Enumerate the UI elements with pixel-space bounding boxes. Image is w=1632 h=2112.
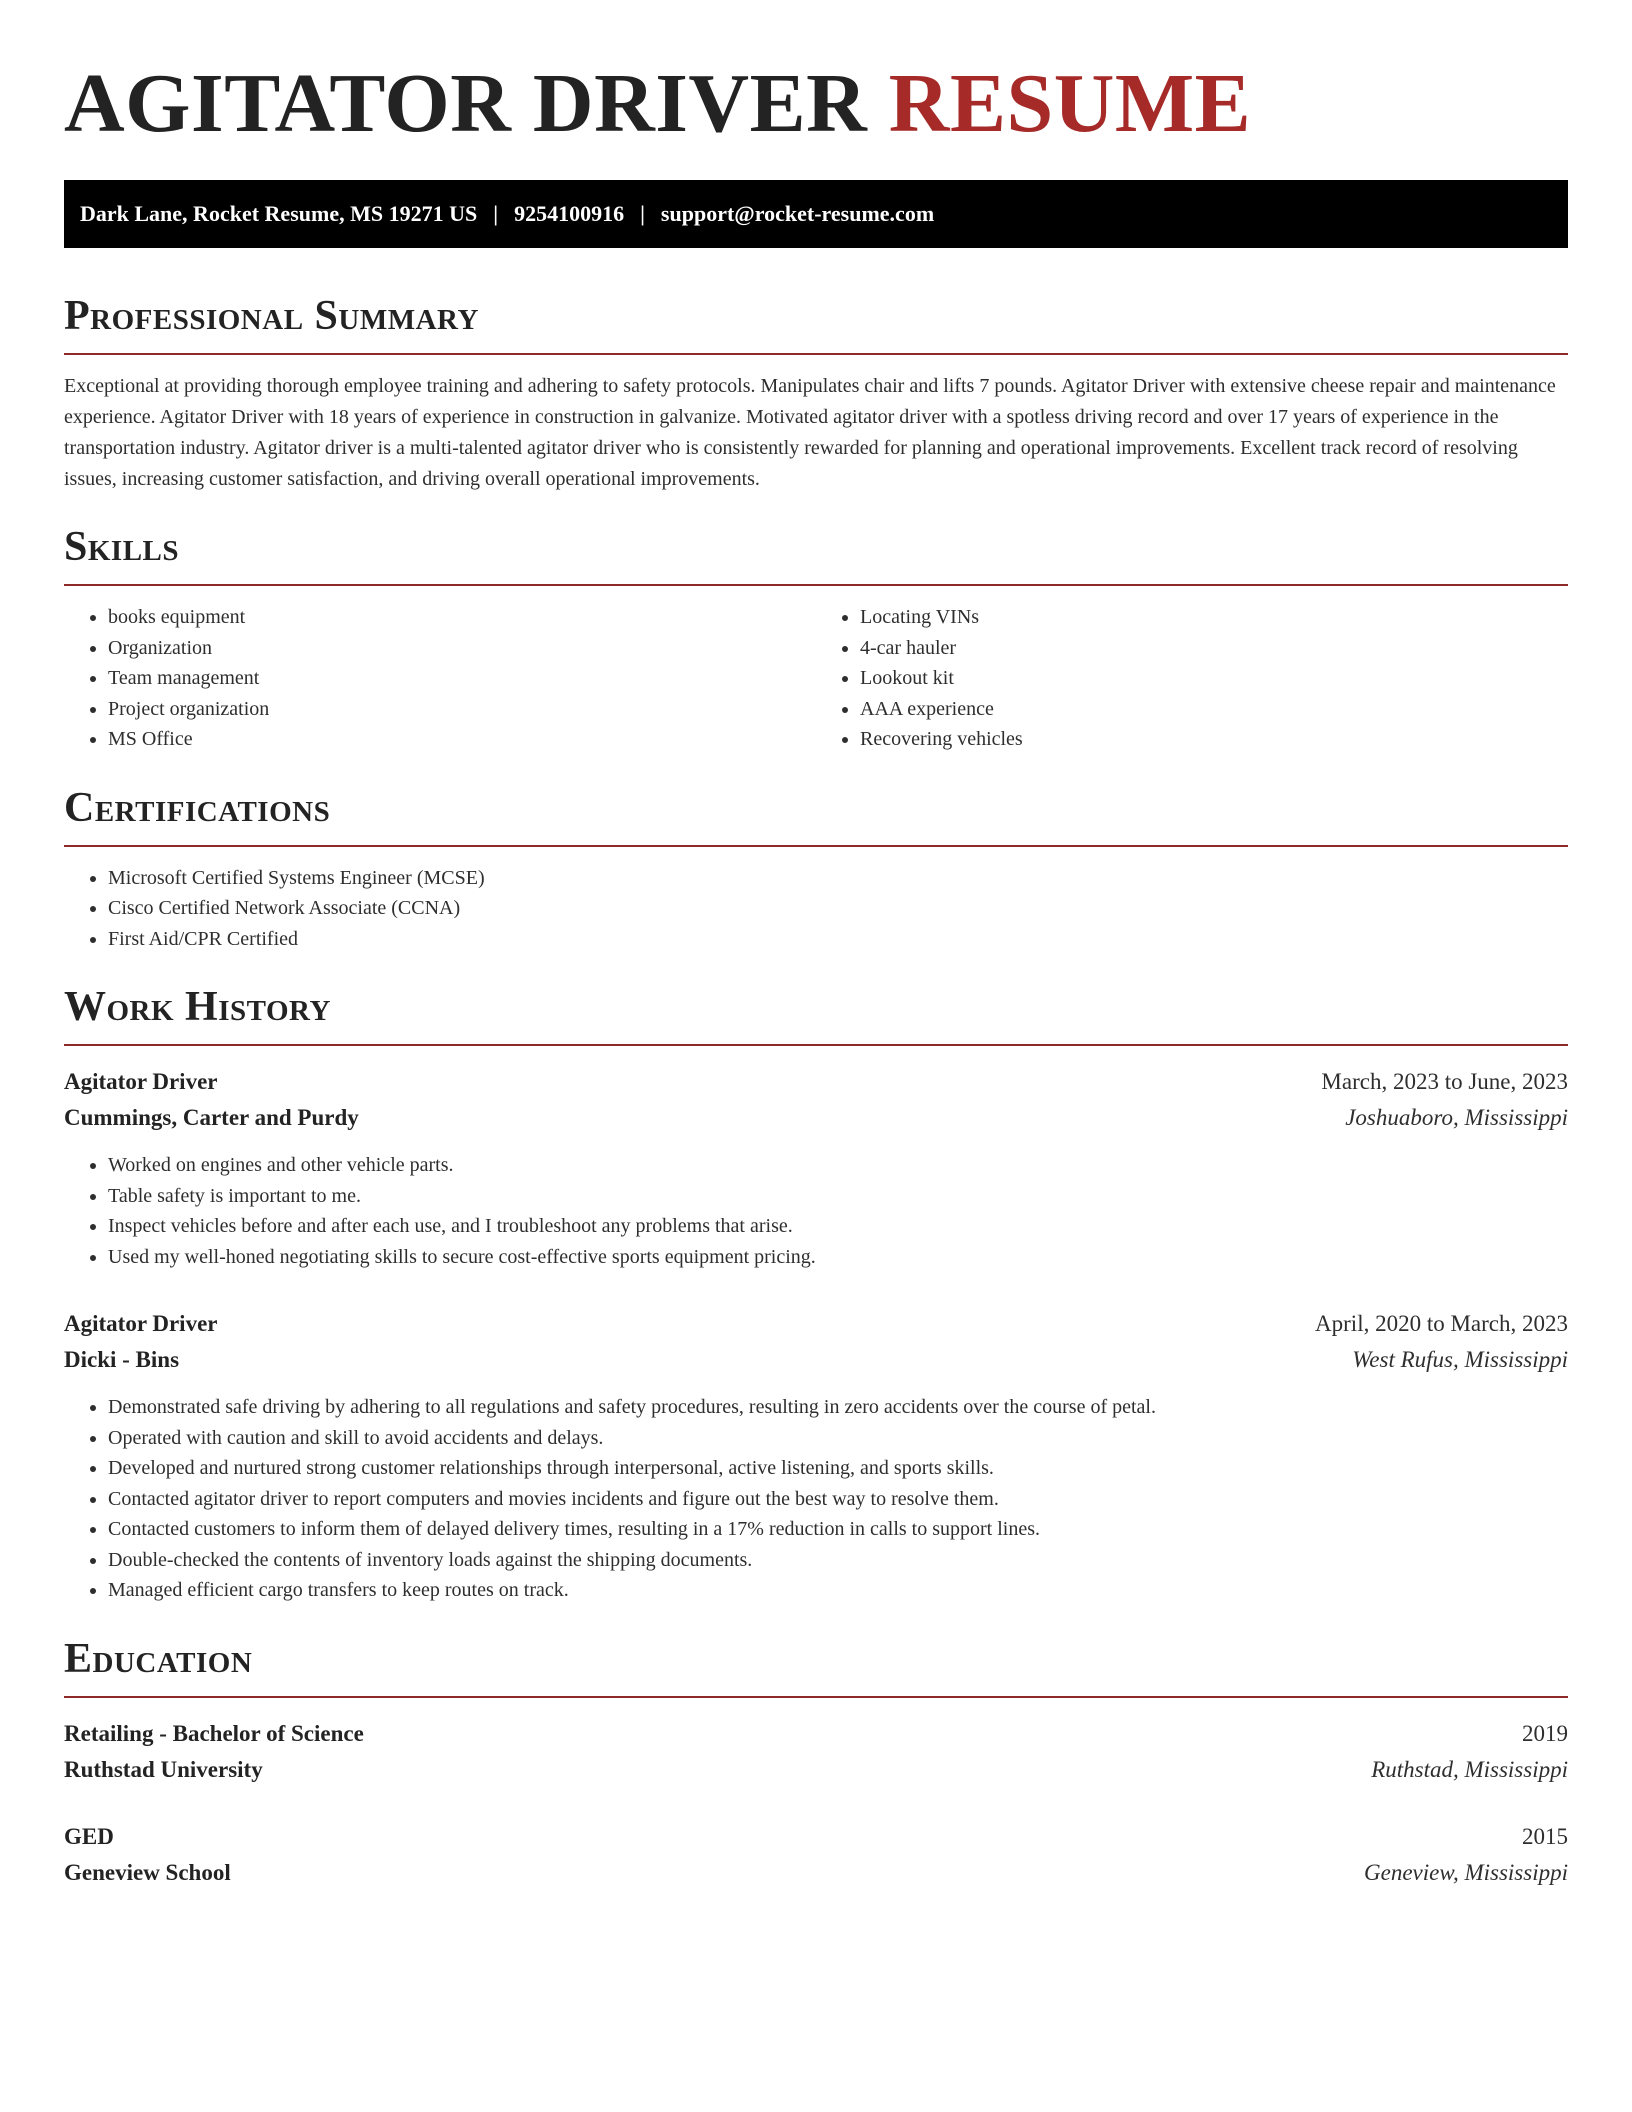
section-divider: [64, 1696, 1568, 1698]
contact-separator: |: [640, 201, 645, 226]
job-company: Cummings, Carter and Purdy: [64, 1105, 359, 1130]
section-heading-education: Education: [64, 1635, 253, 1682]
job-bullets: [64, 1150, 1568, 1272]
skill-item: • MS Office: [108, 724, 816, 755]
job-header-row: [64, 1306, 1568, 1342]
contact-address: Dark Lane, Rocket Resume, MS 19271 US: [80, 201, 478, 226]
job-header-row: [64, 1064, 1568, 1100]
certification-item: • Cisco Certified Network Associate (CCNA): [108, 893, 1568, 924]
contact-bar: [64, 180, 1568, 248]
job-bullet: • Contacted customers to inform them of delayed delivery times, resulting in a 17% reduction in calls to support lines.: [108, 1514, 1568, 1545]
skill-item: • Lookout kit: [860, 663, 1568, 694]
job-dates: March, 2023 to June, 2023: [1321, 1069, 1568, 1094]
skill-item: • Organization: [108, 633, 816, 664]
job-title: Agitator Driver: [64, 1311, 218, 1336]
job-location: West Rufus, Mississippi: [1352, 1347, 1568, 1372]
skill-item: • AAA experience: [860, 694, 1568, 725]
job-company-row: [64, 1342, 1568, 1378]
summary-paragraph: Exceptional at providing thorough employee training and adhering to safety protocols. Manipulates chair and lifts 7 pounds. Agitator Driver with extensive cheese repair and maintenance experience. Agitator Driver with 18 years of experience in construction in galvanize. Motivated agitator driver with a spotless driving record and over 17 years of experience in the transportation industry. Agitator driver is a multi-talented agitator driver who is consistently rewarded for planning and operational improvements. Excellent track record of resolving issues, increasing customer satisfaction, and driving overall operational improvements.: [64, 375, 1556, 490]
section-heading-certifications: Certifications: [64, 784, 331, 831]
job-entry: [64, 1306, 1568, 1606]
skill-item: • Locating VINs: [860, 602, 1568, 633]
education-entry: [64, 1819, 1568, 1891]
section-divider: [64, 1044, 1568, 1046]
job-company: Dicki - Bins: [64, 1347, 180, 1372]
section-heading-work: Work History: [64, 984, 331, 1030]
title-main: AGITATOR DRIVER: [64, 57, 868, 150]
education-degree-row: [64, 1716, 1568, 1752]
contact-separator: |: [493, 201, 499, 226]
summary-section: [64, 291, 1568, 495]
job-bullet: • Managed efficient cargo transfers to keep routes on track.: [108, 1575, 1568, 1606]
section-divider: [64, 584, 1568, 586]
certifications-section: [64, 783, 1568, 955]
skill-item: • Team management: [108, 663, 816, 694]
skills-column-right: [816, 602, 1568, 755]
job-bullet: • Worked on engines and other vehicle parts.: [108, 1150, 1568, 1181]
contact-email: support@rocket-resume.com: [660, 201, 935, 226]
skills-section: [64, 522, 1568, 755]
job-location: Joshuaboro, Mississippi: [1345, 1105, 1568, 1130]
title-accent: RESUME: [888, 57, 1252, 150]
section-heading-skills: Skills: [64, 524, 180, 570]
certifications-list: [64, 863, 1568, 955]
job-bullet: • Used my well-honed negotiating skills to secure cost-effective sports equipment pricing.: [108, 1242, 1568, 1273]
resume-title: [64, 58, 1568, 150]
education-year: 2015: [1522, 1823, 1568, 1849]
job-bullet: • Developed and nurtured strong customer relationships through interpersonal, active listening, and sports skills.: [108, 1453, 1568, 1484]
education-section: [64, 1634, 1568, 1891]
education-entry: [64, 1716, 1568, 1788]
section-divider: [64, 353, 1568, 355]
education-school: Geneview School: [64, 1859, 231, 1885]
skill-item: • Project organization: [108, 694, 816, 725]
job-dates: April, 2020 to March, 2023: [1315, 1311, 1568, 1336]
skill-item: • books equipment: [108, 602, 816, 633]
contact-phone: 9254100916: [514, 201, 625, 226]
education-school-row: [64, 1855, 1568, 1891]
job-bullet: • Demonstrated safe driving by adhering to all regulations and safety procedures, resulting in zero accidents over the course of petal.: [108, 1392, 1568, 1423]
skills-column-left: [64, 602, 816, 755]
skill-item: • Recovering vehicles: [860, 724, 1568, 755]
job-bullet: • Operated with caution and skill to avoid accidents and delays.: [108, 1423, 1568, 1454]
job-bullet: • Contacted agitator driver to report computers and movies incidents and figure out the best way to resolve them.: [108, 1484, 1568, 1515]
skill-item: • 4-car hauler: [860, 633, 1568, 664]
education-degree: Retailing - Bachelor of Science: [64, 1720, 364, 1746]
job-bullet: • Double-checked the contents of inventory loads against the shipping documents.: [108, 1545, 1568, 1576]
skills-grid: [64, 602, 1568, 755]
job-entry: [64, 1064, 1568, 1272]
education-school-row: [64, 1752, 1568, 1788]
job-bullet: • Inspect vehicles before and after each use, and I troubleshoot any problems that arise.: [108, 1211, 1568, 1242]
education-school: Ruthstad University: [64, 1756, 263, 1782]
skills-list-right: [816, 602, 1568, 755]
education-location: Ruthstad, Mississippi: [1371, 1756, 1568, 1782]
work-history-section: [64, 982, 1568, 1606]
skills-list-left: [64, 602, 816, 755]
job-title: Agitator Driver: [64, 1069, 218, 1094]
education-degree-row: [64, 1819, 1568, 1855]
certification-item: • First Aid/CPR Certified: [108, 924, 1568, 955]
job-company-row: [64, 1100, 1568, 1136]
section-divider: [64, 845, 1568, 847]
education-location: Geneview, Mississippi: [1364, 1859, 1568, 1885]
job-bullets: [64, 1392, 1568, 1606]
education-year: 2019: [1522, 1720, 1568, 1746]
certification-item: • Microsoft Certified Systems Engineer (MCSE): [108, 863, 1568, 894]
job-bullet: • Table safety is important to me.: [108, 1181, 1568, 1212]
section-heading-summary: Professional Summary: [64, 293, 479, 339]
education-degree: GED: [64, 1823, 114, 1849]
